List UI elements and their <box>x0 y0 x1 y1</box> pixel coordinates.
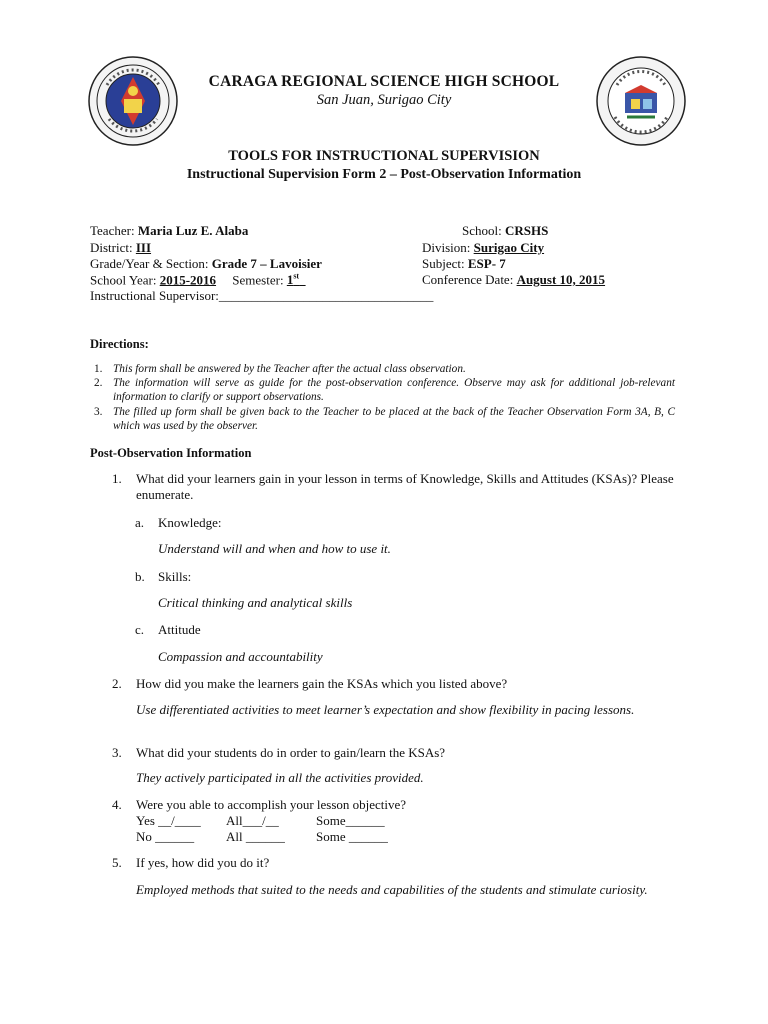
grade-value: Grade 7 – Lavoisier <box>211 256 322 271</box>
answer-3[interactable]: They actively participated in all the activities provided. <box>136 770 424 785</box>
option-all-1[interactable]: All___/__ <box>226 813 279 828</box>
question-text: How did you make the learners gain the KSAs which you listed above? <box>136 676 508 691</box>
school-name: CARAGA REGIONAL SCIENCE HIGH SCHOOL <box>208 73 560 90</box>
question-2 <box>112 676 676 692</box>
direction-item <box>94 376 675 404</box>
question-number: 1. <box>112 471 122 486</box>
question-number: 4. <box>112 797 122 812</box>
district-row <box>90 240 151 256</box>
post-observation-heading: Post-Observation Information <box>90 446 252 460</box>
answer-knowledge[interactable]: Understand will and when and how to use it. <box>158 541 391 556</box>
option-all-2[interactable]: All ______ <box>226 829 285 844</box>
sub-letter: b. <box>135 569 145 584</box>
school-value: CRSHS <box>504 223 549 238</box>
form-title: TOOLS FOR INSTRUCTIONAL SUPERVISION <box>228 148 540 164</box>
direction-number: 1. <box>94 363 103 375</box>
answer-skills[interactable]: Critical thinking and analytical skills <box>158 595 353 610</box>
question-text: If yes, how did you do it? <box>136 855 270 870</box>
direction-number: 2. <box>94 377 103 389</box>
question-number: 2. <box>112 676 122 691</box>
question-text: What did your learners gain in your lesson in terms of Knowledge, Skills and Attitudes (KSAs)? Please enumerate. <box>136 471 674 502</box>
school-row <box>462 223 548 239</box>
question-4 <box>112 797 676 813</box>
question-number: 5. <box>112 855 122 870</box>
question-5 <box>112 855 676 871</box>
direction-item <box>94 405 675 433</box>
sub-label: Attitude <box>158 622 201 637</box>
grade-label: Grade/Year & Section: <box>90 256 209 271</box>
sub-label: Knowledge: <box>158 515 222 530</box>
semester-value: 1 <box>286 272 294 288</box>
question-text: What did your students do in order to gain/learn the KSAs? <box>136 745 446 760</box>
question-number: 3. <box>112 745 122 760</box>
answer-attitude[interactable]: Compassion and accountability <box>158 649 323 664</box>
direction-text: The information will serve as guide for the post-observation conference. Observe may ask for additional job-relevant information to clarify or support observations. <box>113 377 675 403</box>
subject-label: Subject: <box>422 256 465 271</box>
sub-label: Skills: <box>158 569 192 584</box>
option-yes[interactable]: Yes __/____ <box>136 813 201 828</box>
division-row <box>422 240 544 256</box>
teacher-row <box>90 223 248 239</box>
schoolyear-value: 2015-2016 <box>159 272 217 288</box>
form-subtitle: Instructional Supervision Form 2 – Post-Observation Information <box>186 167 582 182</box>
subject-value: ESP- 7 <box>467 256 506 271</box>
district-label: District: <box>90 240 133 255</box>
direction-text: The filled up form shall be given back to the Teacher to be placed at the back of the Teacher Observation Form 3A, B, C which was used by the observer. <box>113 406 675 432</box>
sub-letter: c. <box>135 622 145 637</box>
conference-value: August 10, 2015 <box>516 272 606 287</box>
sub-item-knowledge <box>135 515 222 531</box>
option-some-1[interactable]: Some______ <box>316 813 385 828</box>
option-no[interactable]: No ______ <box>136 829 195 844</box>
semester-label: Semester: <box>232 272 284 288</box>
conference-row <box>422 272 605 288</box>
teacher-value: Maria Luz E. Alaba <box>137 223 249 238</box>
district-value: III <box>135 240 152 255</box>
grade-row <box>90 256 322 272</box>
subject-row <box>422 256 506 272</box>
question-1 <box>112 471 676 503</box>
school-location: San Juan, Surigao City <box>316 92 452 108</box>
sub-letter: a. <box>135 515 145 530</box>
answer-2[interactable]: Use differentiated activities to meet learner’s expectation and show flexibility in pacing lessons. <box>136 702 635 717</box>
supervisor-field[interactable]: _________________________________ <box>218 288 434 303</box>
direction-item <box>94 362 675 376</box>
direction-text: This form shall be answered by the Teacher after the actual class observation. <box>113 363 466 375</box>
option-some-2[interactable]: Some ______ <box>316 829 388 844</box>
conference-label: Conference Date: <box>422 272 514 287</box>
sub-item-attitude <box>135 622 201 638</box>
question-text: Were you able to accomplish your lesson objective? <box>136 797 407 812</box>
question-3 <box>112 745 676 761</box>
schoolyear-label: School Year: <box>90 272 157 288</box>
division-label: Division: <box>422 240 471 255</box>
sub-item-skills <box>135 569 192 585</box>
school-label: School: <box>462 223 502 238</box>
division-value: Surigao City <box>473 240 545 255</box>
teacher-label: Teacher: <box>90 223 135 238</box>
schoolyear-row <box>90 272 306 288</box>
supervisor-label: Instructional Supervisor: <box>90 288 219 303</box>
direction-number: 3. <box>94 406 103 418</box>
answer-5[interactable]: Employed methods that suited to the needs and capabilities of the students and stimulate curiosity. <box>136 882 648 897</box>
supervisor-row <box>90 288 433 304</box>
semester-suffix: st <box>293 272 300 281</box>
directions-heading: Directions: <box>90 337 149 351</box>
